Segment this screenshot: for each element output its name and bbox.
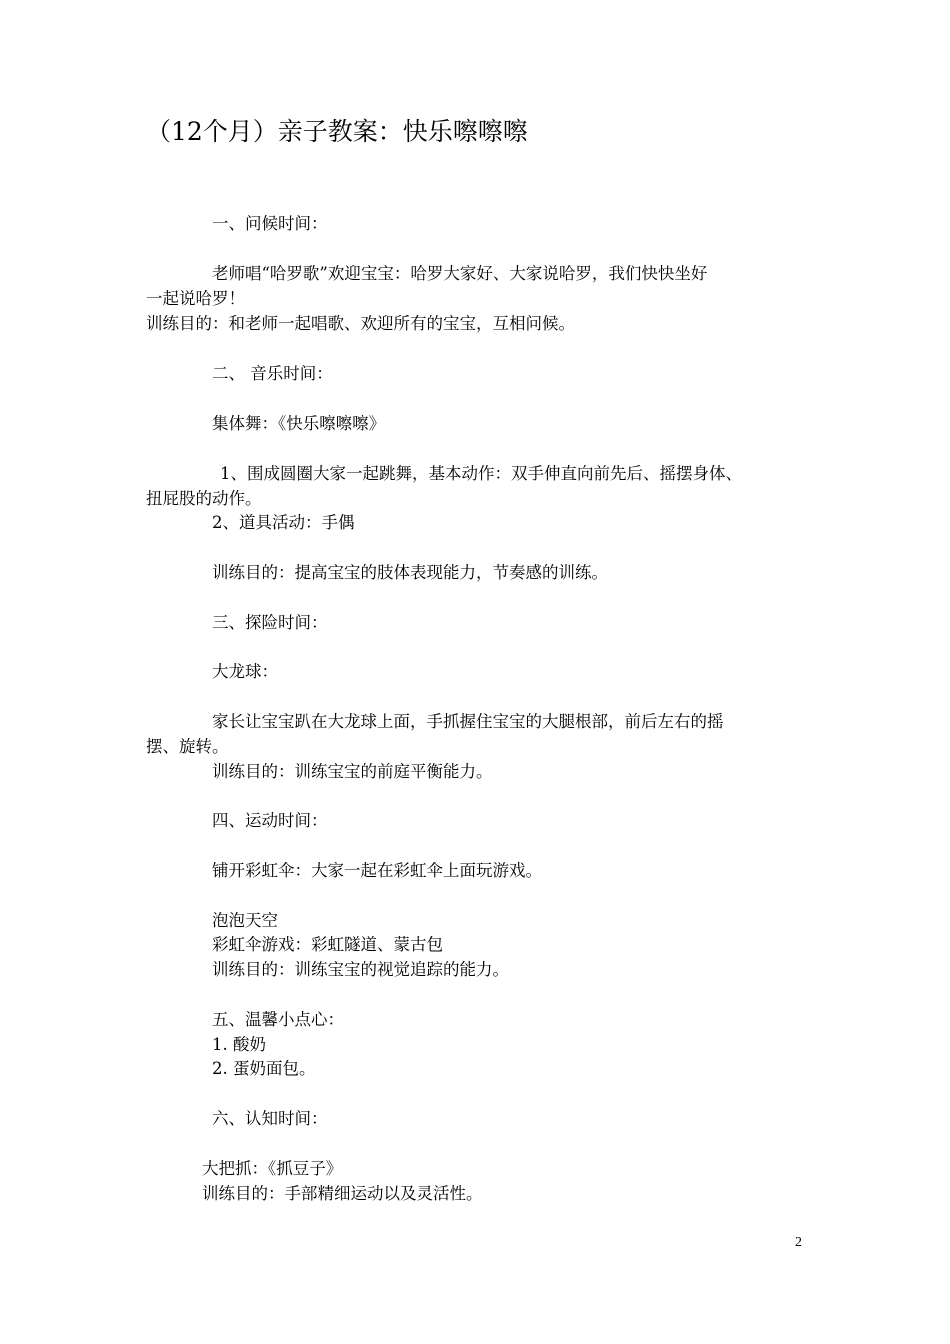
paragraph-line: 摆、旋转。: [146, 737, 229, 756]
paragraph-line: 彩虹伞游戏：彩虹隧道、蒙古包: [212, 935, 443, 954]
training-goal-line: 训练目的：训练宝宝的视觉追踪的能力。: [212, 960, 509, 979]
section-heading-snack: 五、温馨小点心：: [212, 1010, 344, 1029]
paragraph-line: 扭屁股的动作。: [146, 489, 262, 508]
list-item: 1、围成圆圈大家一起跳舞，基本动作：双手伸直向前先后、摇摆身体、: [220, 464, 742, 483]
list-item: 1. 酸奶: [212, 1035, 266, 1054]
section-heading-adventure: 三、探险时间：: [212, 613, 328, 632]
paragraph-line: 大龙球：: [212, 662, 278, 681]
list-item: 2、道具活动：手偶: [212, 513, 355, 532]
section-heading-exercise: 四、运动时间：: [212, 811, 328, 830]
section-heading-cognition: 六、认知时间：: [212, 1109, 328, 1128]
training-goal-line: 训练目的：和老师一起唱歌、欢迎所有的宝宝，互相问候。: [146, 314, 575, 333]
page-number: 2: [795, 1235, 802, 1250]
training-goal-line: 训练目的：训练宝宝的前庭平衡能力。: [212, 762, 493, 781]
training-goal-line: 训练目的：提高宝宝的肢体表现能力，节奏感的训练。: [212, 563, 608, 582]
document-title: （12个月）亲子教案：快乐嚓嚓嚓: [146, 117, 528, 146]
paragraph-line: 一起说哈罗！: [146, 289, 245, 308]
list-item: 2. 蛋奶面包。: [212, 1059, 316, 1078]
paragraph-line: 家长让宝宝趴在大龙球上面，手抓握住宝宝的大腿根部，前后左右的摇: [212, 712, 724, 731]
section-heading-music: 二、 音乐时间：: [212, 364, 333, 383]
paragraph-line: 集体舞：《快乐嚓嚓嚓》: [212, 414, 386, 433]
paragraph-line: 老师唱“哈罗歌”欢迎宝宝：哈罗大家好、大家说哈罗，我们快快坐好: [212, 264, 708, 283]
paragraph-line: 泡泡天空: [212, 911, 278, 930]
section-heading-greeting: 一、问候时间：: [212, 214, 328, 233]
paragraph-line: 铺开彩虹伞：大家一起在彩虹伞上面玩游戏。: [212, 861, 542, 880]
training-goal-line: 训练目的：手部精细运动以及灵活性。: [202, 1184, 483, 1203]
paragraph-line: 大把抓：《抓豆子》: [202, 1159, 343, 1178]
